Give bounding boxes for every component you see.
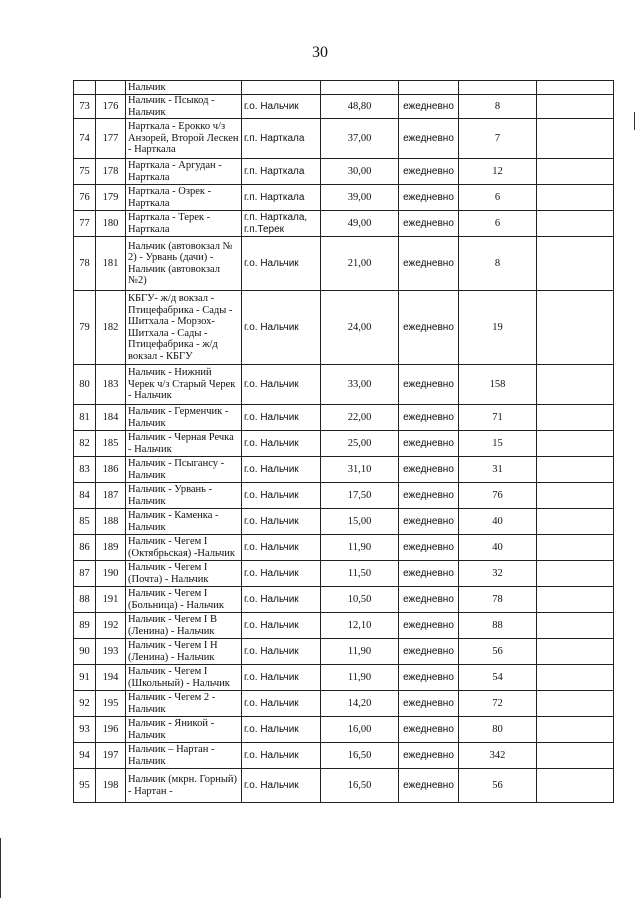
cell-count: 80: [459, 717, 537, 743]
cell-count: 40: [459, 535, 537, 561]
cell-registration-number: 186: [96, 457, 126, 483]
cell-area: г.о. Нальчик: [242, 431, 321, 457]
cell-registration-number: 177: [96, 119, 126, 159]
cell-count: 158: [459, 365, 537, 405]
cell-empty: [537, 185, 614, 211]
cell-registration-number: 178: [96, 159, 126, 185]
cell-count: 54: [459, 665, 537, 691]
table-row: [74, 743, 614, 769]
cell-empty: [537, 405, 614, 431]
cell-route-name: Нальчик - Яникой - Нальчик: [126, 717, 242, 743]
cell-count: 88: [459, 613, 537, 639]
cell-route-name: Нальчик - Нижний Черек ч/з Старый Черек - Нальчик: [126, 365, 242, 405]
cell-count: 32: [459, 561, 537, 587]
table-row: [74, 665, 614, 691]
cell-empty: [537, 365, 614, 405]
cell-route-name: Нальчик - Герменчик - Нальчик: [126, 405, 242, 431]
routes-table: [73, 80, 614, 803]
cell-distance: 16,00: [321, 717, 399, 743]
cell-registration-number: 195: [96, 691, 126, 717]
cell-registration-number: 180: [96, 211, 126, 237]
cell-registration-number: 198: [96, 769, 126, 803]
scan-artifact-right-line: [634, 112, 635, 130]
cell-row-number: 82: [74, 431, 96, 457]
cell-row-number: 80: [74, 365, 96, 405]
table-row: [74, 159, 614, 185]
cell-area: г.о. Нальчик: [242, 613, 321, 639]
cell-empty: [537, 717, 614, 743]
cell-registration-number: 188: [96, 509, 126, 535]
table-row: [74, 509, 614, 535]
cell-distance: 11,90: [321, 639, 399, 665]
cell-registration-number: 181: [96, 237, 126, 291]
cell-route-name: Нальчик - Чегем I Н (Ленина) - Нальчик: [126, 639, 242, 665]
cell-distance: 37,00: [321, 119, 399, 159]
cell-frequency: ежедневно: [399, 185, 459, 211]
cell-area: г.о. Нальчик: [242, 717, 321, 743]
cell-area: г.о. Нальчик: [242, 405, 321, 431]
cell-row-number: 74: [74, 119, 96, 159]
cell-area: г.о. Нальчик: [242, 291, 321, 365]
cell-route-name: Нальчик - Псыкод - Нальчик: [126, 95, 242, 119]
cell-count: 6: [459, 211, 537, 237]
cell-route-name: Нарткала - Аргудан - Нарткала: [126, 159, 242, 185]
cell-count: 72: [459, 691, 537, 717]
table-row: [74, 431, 614, 457]
cell-count: 76: [459, 483, 537, 509]
cell-count: 342: [459, 743, 537, 769]
cell-row-number: 92: [74, 691, 96, 717]
cell-empty: [537, 81, 614, 95]
cell-route-name: Нальчик: [126, 81, 242, 95]
cell-row-number: 81: [74, 405, 96, 431]
cell-distance: 11,90: [321, 535, 399, 561]
cell-frequency: [399, 81, 459, 95]
cell-row-number: 75: [74, 159, 96, 185]
cell-distance: 49,00: [321, 211, 399, 237]
cell-frequency: ежедневно: [399, 717, 459, 743]
cell-registration-number: 197: [96, 743, 126, 769]
cell-frequency: ежедневно: [399, 365, 459, 405]
cell-distance: 30,00: [321, 159, 399, 185]
cell-count: 6: [459, 185, 537, 211]
cell-count: 56: [459, 769, 537, 803]
cell-registration-number: 192: [96, 613, 126, 639]
cell-empty: [537, 639, 614, 665]
cell-area: г.о. Нальчик: [242, 237, 321, 291]
cell-distance: 16,50: [321, 769, 399, 803]
cell-area: г.о. Нальчик: [242, 509, 321, 535]
cell-route-name: Нальчик - Чегем I (Школьный) - Нальчик: [126, 665, 242, 691]
cell-row-number: 73: [74, 95, 96, 119]
cell-frequency: ежедневно: [399, 237, 459, 291]
cell-area: г.о. Нальчик: [242, 457, 321, 483]
cell-frequency: ежедневно: [399, 457, 459, 483]
cell-count: 8: [459, 237, 537, 291]
cell-empty: [537, 613, 614, 639]
cell-empty: [537, 159, 614, 185]
table-row: [74, 237, 614, 291]
cell-row-number: 79: [74, 291, 96, 365]
cell-distance: 17,50: [321, 483, 399, 509]
table-row: [74, 691, 614, 717]
cell-frequency: ежедневно: [399, 405, 459, 431]
cell-frequency: ежедневно: [399, 95, 459, 119]
cell-route-name: Нальчик - Чегем I (Больница) - Нальчик: [126, 587, 242, 613]
cell-route-name: Нальчик - Чегем 2 - Нальчик: [126, 691, 242, 717]
cell-route-name: Нарткала - Терек - Нарткала: [126, 211, 242, 237]
table-row: [74, 535, 614, 561]
cell-distance: 11,50: [321, 561, 399, 587]
cell-area: г.п. Нарткала, г.п.Терек: [242, 211, 321, 237]
cell-area: г.о. Нальчик: [242, 769, 321, 803]
cell-frequency: ежедневно: [399, 483, 459, 509]
cell-empty: [537, 743, 614, 769]
cell-row-number: 91: [74, 665, 96, 691]
cell-count: 78: [459, 587, 537, 613]
cell-row-number: 77: [74, 211, 96, 237]
cell-frequency: ежедневно: [399, 587, 459, 613]
table-row: [74, 717, 614, 743]
cell-frequency: ежедневно: [399, 665, 459, 691]
cell-empty: [537, 665, 614, 691]
cell-area: г.о. Нальчик: [242, 561, 321, 587]
cell-frequency: ежедневно: [399, 431, 459, 457]
cell-frequency: ежедневно: [399, 291, 459, 365]
cell-empty: [537, 291, 614, 365]
cell-area: г.п. Нарткала: [242, 119, 321, 159]
cell-row-number: 94: [74, 743, 96, 769]
cell-count: 8: [459, 95, 537, 119]
cell-registration-number: 187: [96, 483, 126, 509]
cell-distance: 14,20: [321, 691, 399, 717]
cell-frequency: ежедневно: [399, 613, 459, 639]
cell-count: 19: [459, 291, 537, 365]
table-row: [74, 561, 614, 587]
cell-distance: 11,90: [321, 665, 399, 691]
cell-area: г.о. Нальчик: [242, 535, 321, 561]
cell-frequency: ежедневно: [399, 743, 459, 769]
cell-row-number: 93: [74, 717, 96, 743]
cell-frequency: ежедневно: [399, 639, 459, 665]
cell-count: 15: [459, 431, 537, 457]
cell-route-name: КБГУ- ж/д вокзал - Птицефабрика - Сады - Шитхала - Морзох- Шитхала - Сады - Птицефабрика - ж/д вокзал - КБГУ: [126, 291, 242, 365]
cell-distance: 10,50: [321, 587, 399, 613]
cell-empty: [537, 535, 614, 561]
cell-empty: [537, 691, 614, 717]
page-number: 30: [312, 44, 328, 61]
table-row: [74, 457, 614, 483]
cell-area: г.о. Нальчик: [242, 665, 321, 691]
cell-registration-number: 185: [96, 431, 126, 457]
cell-route-name: Нальчик (мкрн. Горный) - Нартан -: [126, 769, 242, 803]
cell-route-name: Нальчик - Черная Речка - Нальчик: [126, 431, 242, 457]
table-row: [74, 365, 614, 405]
cell-distance: 39,00: [321, 185, 399, 211]
cell-row-number: 84: [74, 483, 96, 509]
cell-registration-number: 191: [96, 587, 126, 613]
cell-row-number: 95: [74, 769, 96, 803]
cell-row-number: 88: [74, 587, 96, 613]
cell-row-number: 85: [74, 509, 96, 535]
table-row: [74, 587, 614, 613]
cell-empty: [537, 587, 614, 613]
table-row: [74, 185, 614, 211]
cell-area: г.о. Нальчик: [242, 743, 321, 769]
scan-artifact-left-line: [0, 838, 1, 898]
cell-count: 31: [459, 457, 537, 483]
cell-area: [242, 81, 321, 95]
cell-area: г.о. Нальчик: [242, 365, 321, 405]
cell-registration-number: 176: [96, 95, 126, 119]
cell-count: [459, 81, 537, 95]
cell-frequency: ежедневно: [399, 561, 459, 587]
cell-route-name: Нальчик - Чегем I В (Ленина) - Нальчик: [126, 613, 242, 639]
cell-frequency: ежедневно: [399, 691, 459, 717]
cell-frequency: ежедневно: [399, 769, 459, 803]
cell-route-name: Нальчик - Псыгансу - Нальчик: [126, 457, 242, 483]
table-row: [74, 483, 614, 509]
cell-distance: 48,80: [321, 95, 399, 119]
cell-route-name: Нальчик - Чегем I (Октябрьская) -Нальчик: [126, 535, 242, 561]
cell-frequency: ежедневно: [399, 119, 459, 159]
cell-row-number: 86: [74, 535, 96, 561]
cell-registration-number: 194: [96, 665, 126, 691]
table-row: [74, 119, 614, 159]
routes-table-body: [74, 81, 614, 803]
cell-row-number: 89: [74, 613, 96, 639]
cell-frequency: ежедневно: [399, 509, 459, 535]
cell-empty: [537, 457, 614, 483]
cell-empty: [537, 95, 614, 119]
cell-empty: [537, 483, 614, 509]
cell-count: 12: [459, 159, 537, 185]
cell-registration-number: 193: [96, 639, 126, 665]
cell-area: г.о. Нальчик: [242, 587, 321, 613]
cell-distance: 31,10: [321, 457, 399, 483]
cell-count: 7: [459, 119, 537, 159]
cell-registration-number: 179: [96, 185, 126, 211]
cell-row-number: 87: [74, 561, 96, 587]
cell-area: г.о. Нальчик: [242, 639, 321, 665]
table-row: [74, 639, 614, 665]
cell-registration-number: [96, 81, 126, 95]
cell-distance: 15,00: [321, 509, 399, 535]
table-row: [74, 613, 614, 639]
cell-distance: 12,10: [321, 613, 399, 639]
table-row: [74, 291, 614, 365]
cell-empty: [537, 119, 614, 159]
cell-empty: [537, 237, 614, 291]
cell-count: 71: [459, 405, 537, 431]
cell-distance: [321, 81, 399, 95]
cell-frequency: ежедневно: [399, 211, 459, 237]
cell-route-name: Нарткала - Озрек - Нарткала: [126, 185, 242, 211]
cell-distance: 21,00: [321, 237, 399, 291]
cell-empty: [537, 211, 614, 237]
cell-row-number: 90: [74, 639, 96, 665]
cell-registration-number: 189: [96, 535, 126, 561]
cell-route-name: Нальчик - Урвань - Нальчик: [126, 483, 242, 509]
cell-empty: [537, 431, 614, 457]
cell-registration-number: 196: [96, 717, 126, 743]
table-row: [74, 405, 614, 431]
cell-row-number: [74, 81, 96, 95]
cell-distance: 24,00: [321, 291, 399, 365]
table-row: [74, 211, 614, 237]
table-row: [74, 769, 614, 803]
cell-area: г.о. Нальчик: [242, 691, 321, 717]
cell-registration-number: 182: [96, 291, 126, 365]
cell-empty: [537, 769, 614, 803]
cell-row-number: 83: [74, 457, 96, 483]
cell-route-name: Нальчик – Нартан - Нальчик: [126, 743, 242, 769]
cell-row-number: 78: [74, 237, 96, 291]
cell-area: г.п. Нарткала: [242, 159, 321, 185]
cell-route-name: Нальчик - Чегем I (Почта) - Нальчик: [126, 561, 242, 587]
cell-route-name: Нальчик (автовокзал № 2) - Урвань (дачи) - Нальчик (автовокзал №2): [126, 237, 242, 291]
cell-registration-number: 190: [96, 561, 126, 587]
table-row-continuation: [74, 81, 614, 95]
cell-distance: 16,50: [321, 743, 399, 769]
cell-count: 56: [459, 639, 537, 665]
cell-area: г.о. Нальчик: [242, 95, 321, 119]
cell-distance: 33,00: [321, 365, 399, 405]
cell-frequency: ежедневно: [399, 159, 459, 185]
cell-registration-number: 183: [96, 365, 126, 405]
cell-area: г.о. Нальчик: [242, 483, 321, 509]
cell-empty: [537, 509, 614, 535]
cell-area: г.п. Нарткала: [242, 185, 321, 211]
cell-empty: [537, 561, 614, 587]
cell-distance: 25,00: [321, 431, 399, 457]
table-row: [74, 95, 614, 119]
cell-count: 40: [459, 509, 537, 535]
cell-row-number: 76: [74, 185, 96, 211]
cell-route-name: Нарткала - Ерокко ч/з Анзорей, Второй Лескен - Нарткала: [126, 119, 242, 159]
cell-frequency: ежедневно: [399, 535, 459, 561]
cell-registration-number: 184: [96, 405, 126, 431]
cell-distance: 22,00: [321, 405, 399, 431]
cell-route-name: Нальчик - Каменка - Нальчик: [126, 509, 242, 535]
